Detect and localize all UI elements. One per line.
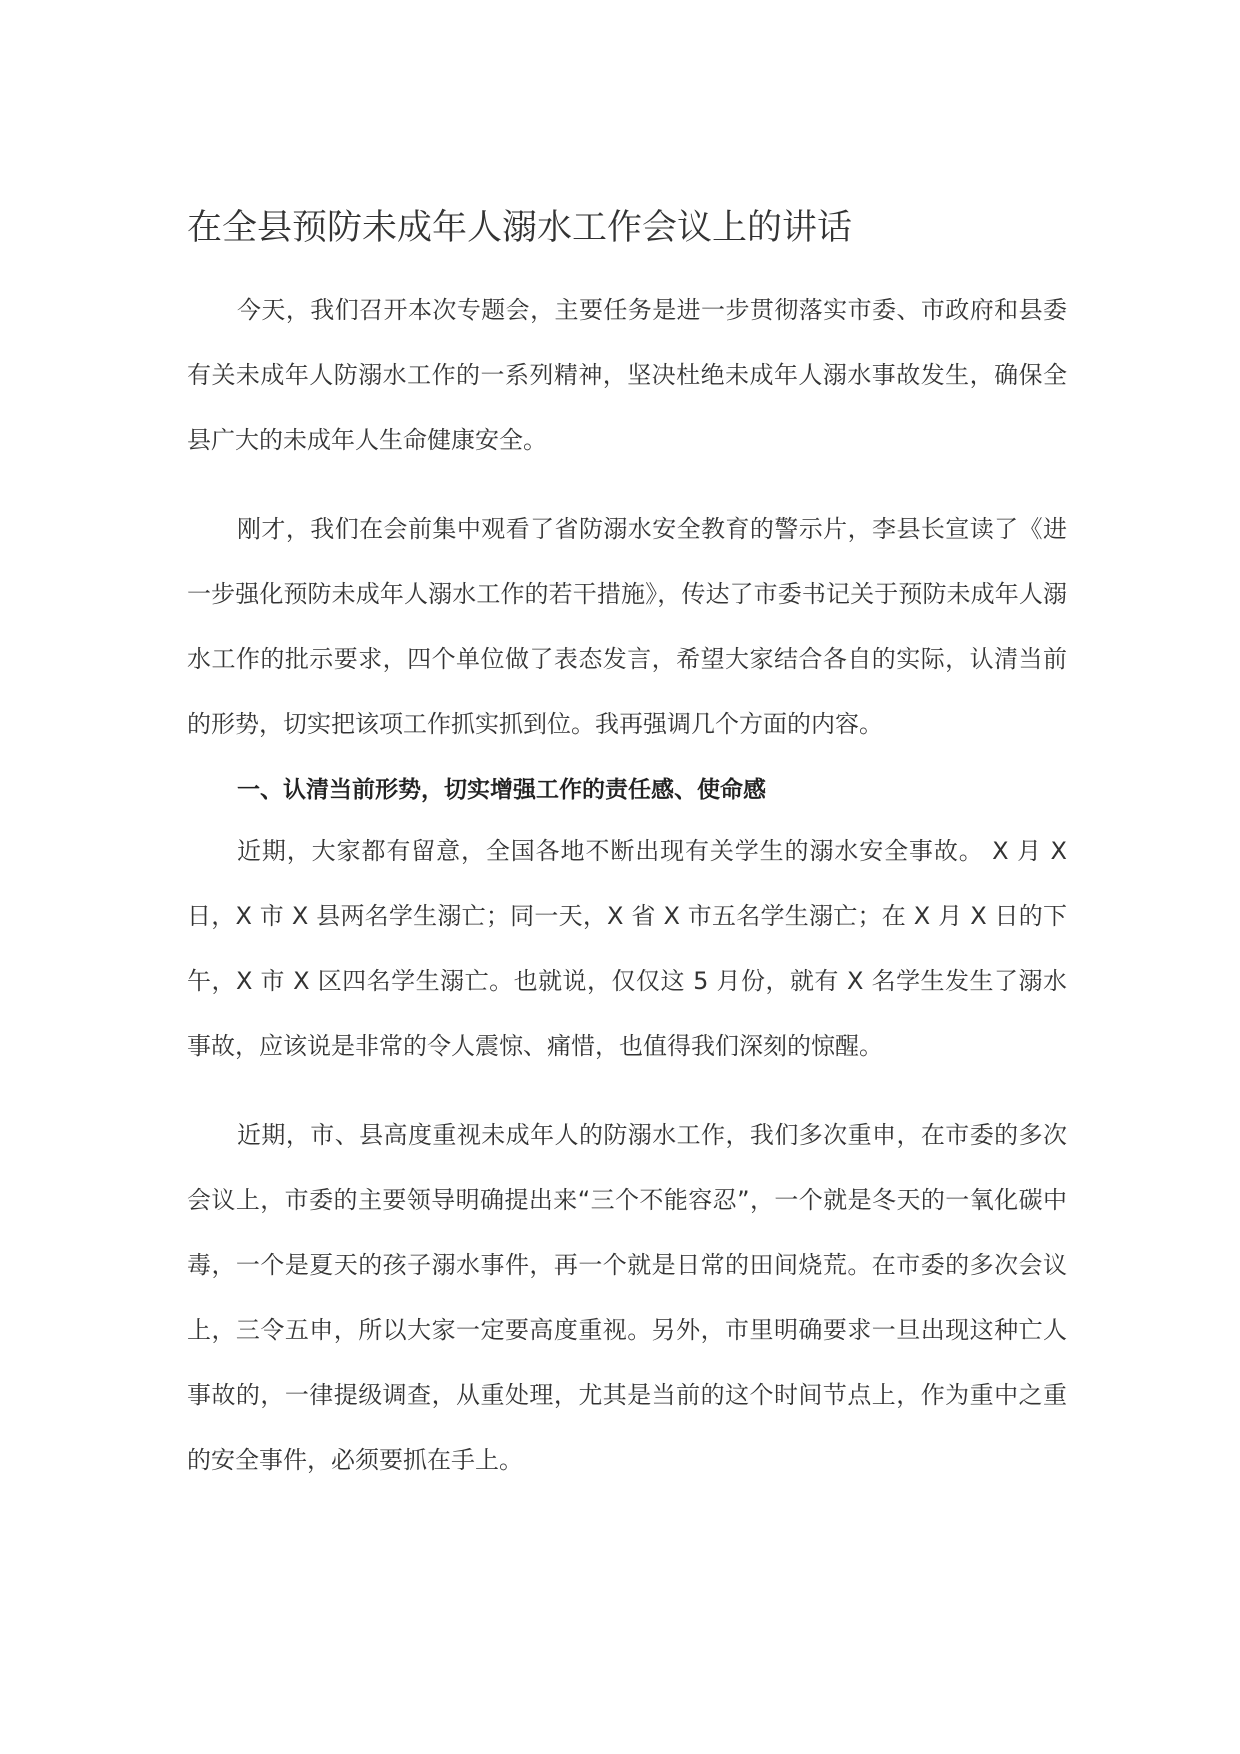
paragraph-requirements: 近期，市、县高度重视未成年人的防溺水工作，我们多次重申，在市委的多次会议上，市委的主要领导明确提出来“三个不能容忍”，一个就是冬天的一氧化碳中毒，一个是夏天的孩子溺水事件，再一个就是日常的田间烧荒。在市委的多次会议上，三令五申，所以大家一定要高度重视。另外，市里明确要求一旦出现这种亡人事故的，一律提级调查，从重处理，尤其是当前的这个时间节点上，作为重中之重的安全事件，必须要抓在手上。	[187, 1121, 1067, 1474]
section-heading: 一、认清当前形势，切实增强工作的责任感、使命感	[237, 777, 766, 803]
paragraph-incidents: 近期，大家都有留意，全国各地不断出现有关学生的溺水安全事故。 X 月 X 日，X 市 X 县两名学生溺亡；同一天，X 省 X 市五名学生溺亡；在 X 月 X 日的下午，X 市 X 区四名学生溺亡。也就说，仅仅这 5 月份，就有 X 名学生发生了溺水事故，应该说是非常的令人震惊、痛惜，也值得我们深刻的惊醒。	[187, 837, 1067, 1060]
document-title: 在全县预防未成年人溺水工作会议上的讲话	[187, 208, 853, 248]
document-body	[187, 200, 1067, 1493]
paragraph-intro: 今天，我们召开本次专题会，主要任务是进一步贯彻落实市委、市政府和县委有关未成年人防溺水工作的一系列精神，坚决杜绝未成年人溺水事故发生，确保全县广大的未成年人生命健康安全。	[187, 296, 1067, 454]
paragraph-context: 刚才，我们在会前集中观看了省防溺水安全教育的警示片，李县长宣读了《进一步强化预防未成年人溺水工作的若干措施》，传达了市委书记关于预防未成年人溺水工作的批示要求，四个单位做了表态发言，希望大家结合各自的实际，认清当前的形势，切实把该项工作抓实抓到位。我再强调几个方面的内容。	[187, 515, 1067, 738]
